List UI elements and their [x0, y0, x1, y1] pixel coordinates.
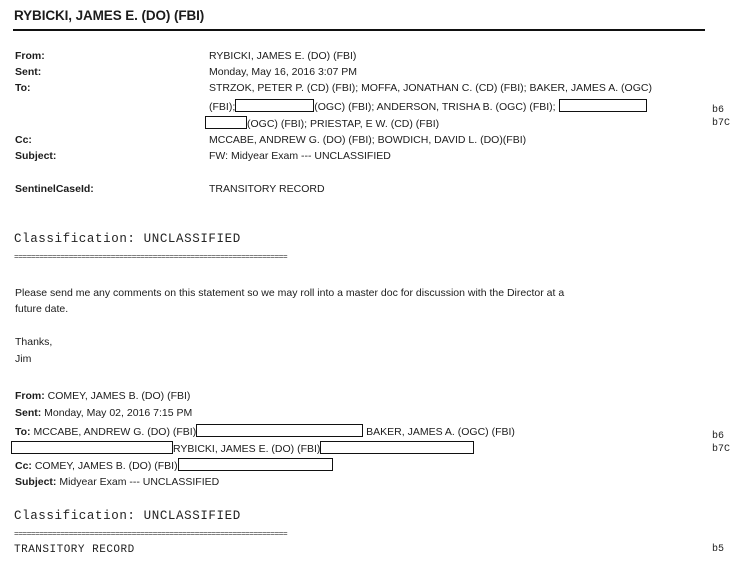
cc-label: Cc: — [15, 134, 32, 146]
exemption-code-b6: b6 — [712, 431, 725, 442]
exemption-code-b7c: b7C — [712, 118, 731, 129]
redaction-box — [196, 424, 363, 437]
fwd-from-line — [15, 390, 190, 403]
separator-line: ================================================================= — [14, 531, 288, 539]
fwd-to-value-a: MCCABE, ANDREW G. (DO) (FBI) — [33, 426, 197, 438]
fwd-sent-line — [15, 407, 192, 420]
fwd-cc-label: Cc: — [15, 460, 32, 472]
signature: Jim — [15, 353, 32, 365]
title-underline — [13, 29, 705, 31]
redaction-box — [235, 99, 314, 112]
transitory-record: TRANSITORY RECORD — [14, 544, 135, 556]
fwd-cc-line — [15, 458, 333, 473]
exemption-code-b7c: b7C — [712, 444, 731, 455]
fwd-to-line-2 — [11, 441, 474, 456]
fwd-sent-label: Sent: — [15, 407, 42, 419]
body-line-2: future date. — [15, 303, 69, 315]
to-line-1: STRZOK, PETER P. (CD) (FBI); MOFFA, JONATHAN C. (CD) (FBI); BAKER, JAMES A. (OGC) — [209, 82, 652, 94]
redaction-box — [205, 116, 247, 129]
classification-banner: Classification: UNCLASSIFIED — [14, 509, 241, 523]
redaction-box — [11, 441, 173, 454]
closing-thanks: Thanks, — [15, 336, 53, 348]
fwd-to-line-1 — [15, 424, 515, 439]
exemption-code-b5: b5 — [712, 544, 725, 555]
redaction-box — [320, 441, 474, 454]
fwd-subject-label: Subject: — [15, 476, 57, 488]
from-value: RYBICKI, JAMES E. (DO) (FBI) — [209, 50, 357, 62]
sentinel-case-label: SentinelCaseId: — [15, 183, 94, 195]
sentinel-case-value: TRANSITORY RECORD — [209, 183, 325, 195]
exemption-code-b6: b6 — [712, 105, 725, 116]
separator-line: ================================================================= — [14, 254, 288, 262]
fwd-from-value: COMEY, JAMES B. (DO) (FBI) — [47, 390, 191, 402]
fwd-sent-value: Monday, May 02, 2016 7:15 PM — [44, 407, 193, 419]
sent-value: Monday, May 16, 2016 3:07 PM — [209, 66, 358, 78]
fwd-to-label: To: — [15, 426, 31, 438]
redaction-box — [559, 99, 647, 112]
redaction-box — [178, 458, 333, 471]
sent-label: Sent: — [15, 66, 42, 78]
to-line-2-suffix: (OGC) (FBI); ANDERSON, TRISHA B. (OGC) (FBI); — [314, 101, 556, 113]
fwd-subject-value: Midyear Exam --- UNCLASSIFIED — [59, 476, 220, 488]
fwd-cc-value: COMEY, JAMES B. (DO) (FBI) — [34, 460, 178, 472]
fwd-subject-line — [15, 476, 219, 489]
from-label: From: — [15, 50, 45, 62]
document-title: RYBICKI, JAMES E. (DO) (FBI) — [14, 8, 205, 23]
to-line-2-prefix: (FBI); — [209, 101, 236, 113]
subject-label: Subject: — [15, 150, 57, 162]
cc-value: MCCABE, ANDREW G. (DO) (FBI); BOWDICH, DAVID L. (DO)(FBI) — [209, 134, 527, 146]
to-line-2 — [209, 99, 647, 114]
fwd-to-value-b: BAKER, JAMES A. (OGC) (FBI) — [366, 426, 515, 438]
to-line-3 — [205, 116, 439, 131]
subject-value: FW: Midyear Exam --- UNCLASSIFIED — [209, 150, 391, 162]
fwd-from-label: From: — [15, 390, 45, 402]
fwd-to-line-2-value: RYBICKI, JAMES E. (DO) (FBI) — [173, 443, 321, 455]
body-line-1: Please send me any comments on this statement so we may roll into a master doc for discussion with the Director at a — [15, 287, 565, 299]
to-label: To: — [15, 82, 31, 94]
to-line-3-suffix: (OGC) (FBI); PRIESTAP, E W. (CD) (FBI) — [247, 118, 440, 130]
classification-banner: Classification: UNCLASSIFIED — [14, 232, 241, 246]
